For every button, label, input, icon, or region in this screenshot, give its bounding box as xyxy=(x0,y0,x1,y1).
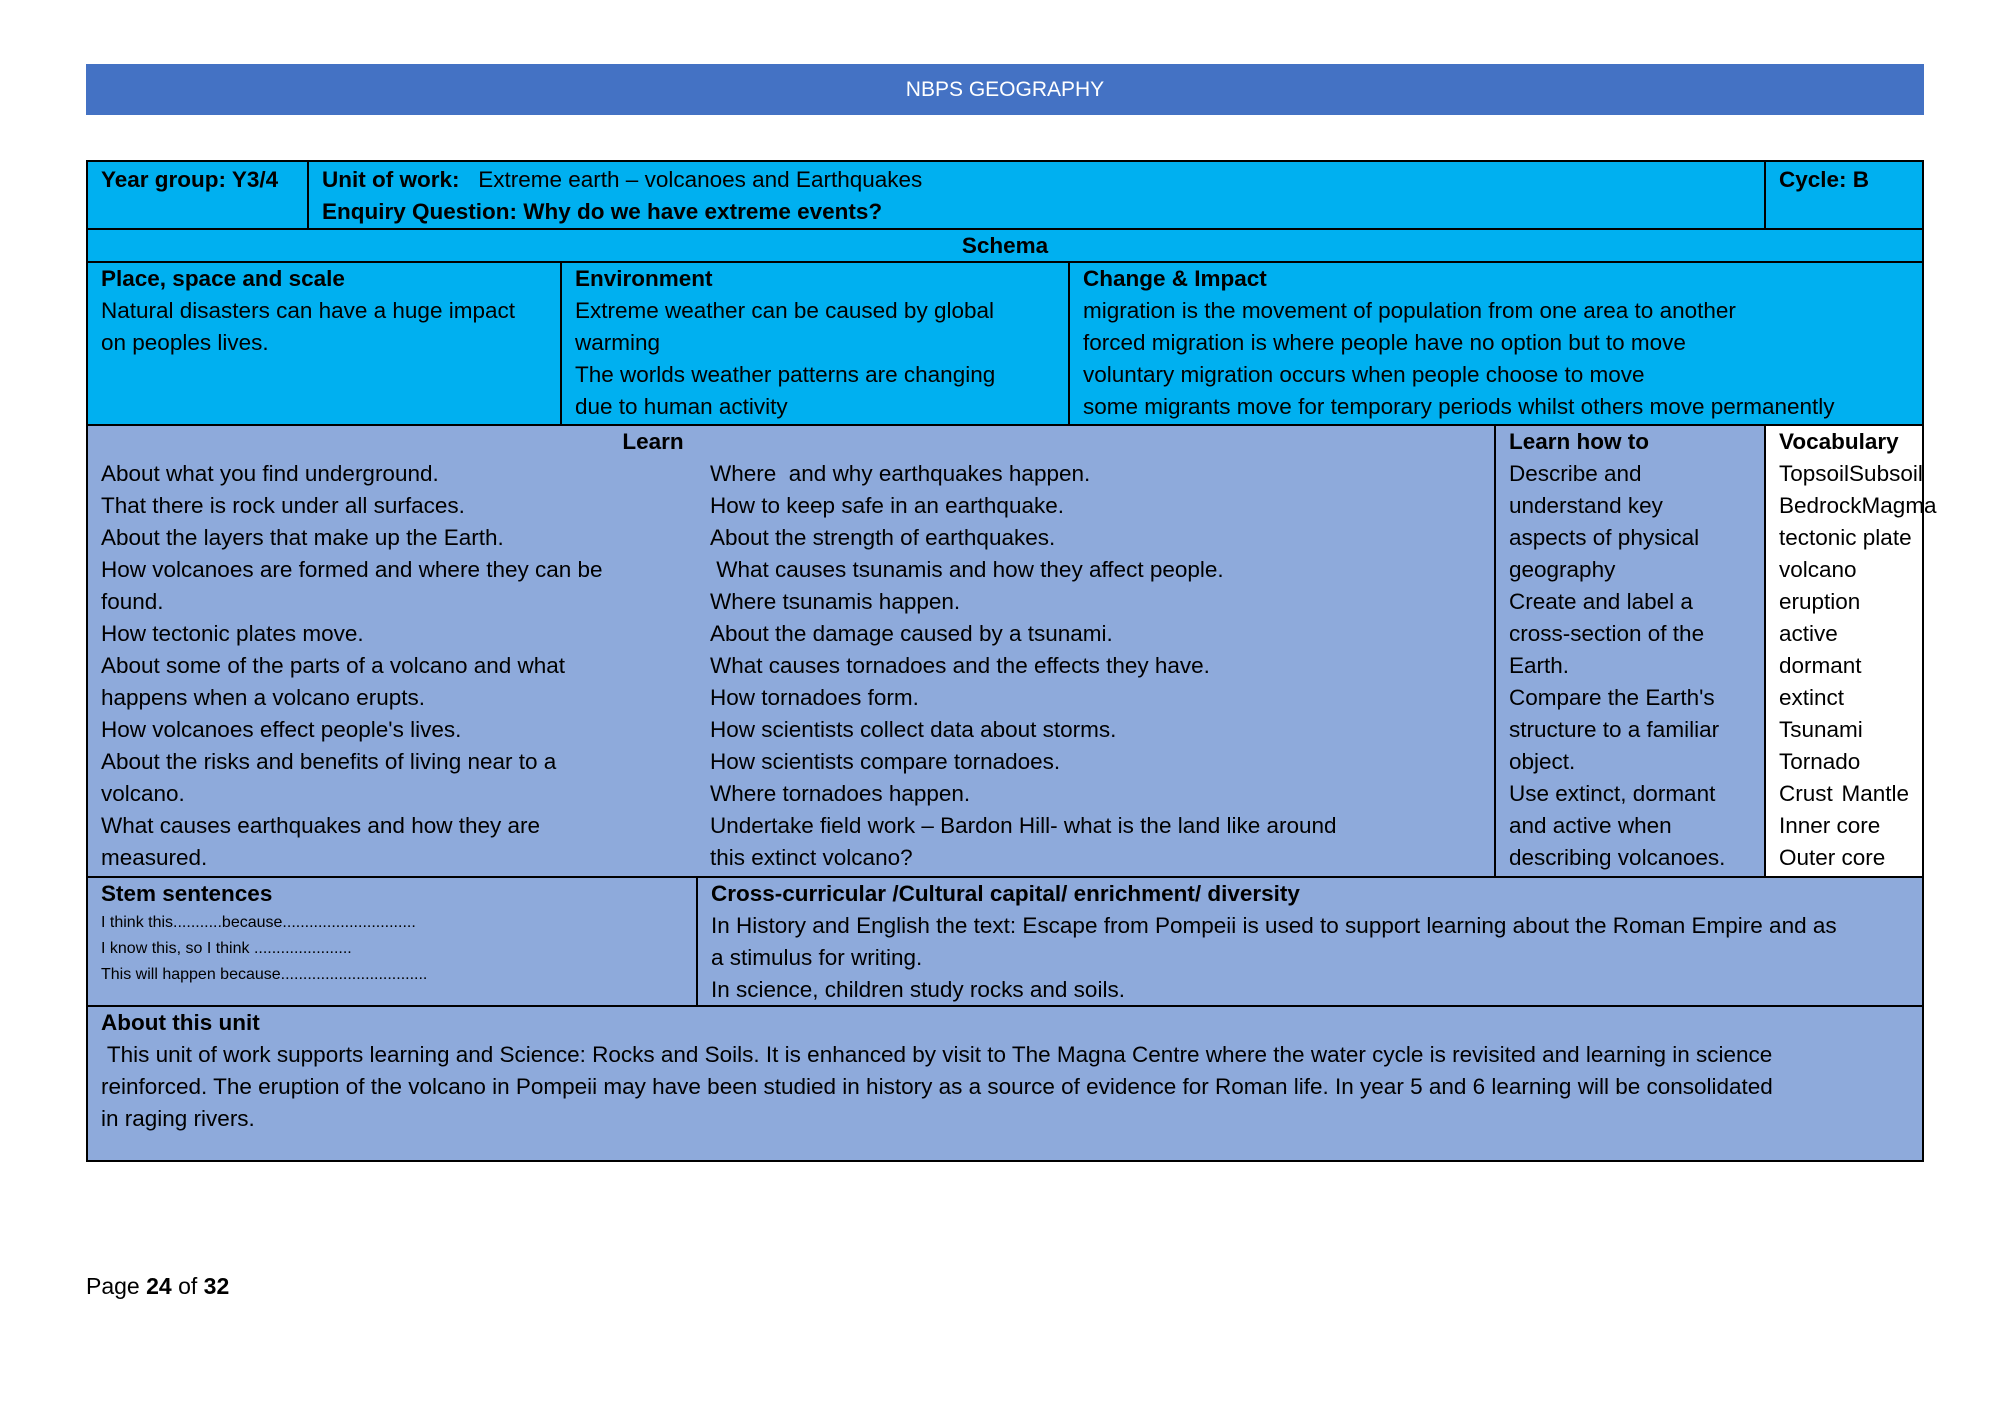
stem-heading: Stem sentences xyxy=(101,881,273,906)
learn-item: How scientists collect data about storms. xyxy=(710,717,1117,742)
learn-item: volcano. xyxy=(101,781,185,806)
change-line: forced migration is where people have no option but to move xyxy=(1083,330,1686,355)
cross-line: In History and English the text: Escape from Pompeii is used to support learning about the Roman Empire and as xyxy=(711,913,1837,938)
learn-column-1 xyxy=(101,458,691,874)
environment-line: warming xyxy=(575,330,661,355)
vocabulary-word: Outer core xyxy=(1779,845,1886,870)
learn-how-item: describing volcanoes. xyxy=(1509,845,1726,870)
vocabulary-word: Subsoil xyxy=(1849,461,1923,486)
learn-how-item: object. xyxy=(1509,749,1576,774)
learn-how-heading: Learn how to xyxy=(1509,429,1649,454)
change-line: voluntary migration occurs when people choose to move xyxy=(1083,362,1645,387)
page-current: 24 xyxy=(146,1273,172,1299)
vocabulary-word: dormant xyxy=(1779,653,1862,678)
learn-how-item: geography xyxy=(1509,557,1616,582)
unit-of-work-label: Unit of work: xyxy=(322,167,460,192)
learn-item: That there is rock under all surfaces. xyxy=(101,493,465,518)
enquiry-question: Enquiry Question: Why do we have extreme events? xyxy=(322,199,883,224)
place-space-scale-cell xyxy=(88,263,560,426)
learn-item: About some of the parts of a volcano and what xyxy=(101,653,566,678)
vocabulary-pair xyxy=(1779,490,1937,522)
vocabulary-word: Magma xyxy=(1861,493,1937,518)
learn-item: this extinct volcano? xyxy=(710,845,913,870)
learn-how-item: Create and label a xyxy=(1509,589,1693,614)
stem-cross-row xyxy=(88,876,1922,1005)
change-impact-cell xyxy=(1068,263,1922,426)
cross-curricular-cell xyxy=(696,878,1922,1005)
learn-item: About the strength of earthquakes. xyxy=(710,525,1056,550)
vocabulary-word: Topsoil xyxy=(1779,461,1850,486)
learn-how-item: Compare the Earth's xyxy=(1509,685,1715,710)
schema-title-row xyxy=(88,228,1922,261)
learn-how-item: structure to a familiar xyxy=(1509,717,1720,742)
vocabulary-cell xyxy=(1764,426,1937,876)
learn-item: found. xyxy=(101,589,164,614)
environment-line: The worlds weather patterns are changing xyxy=(575,362,996,387)
year-group-label: Year group: Y3/4 xyxy=(101,167,279,192)
vocabulary-word: Crust xyxy=(1779,781,1833,806)
cycle-cell xyxy=(1764,162,1922,228)
learn-how-item: understand key xyxy=(1509,493,1663,518)
about-line: in raging rivers. xyxy=(101,1106,255,1131)
learn-item: About what you find underground. xyxy=(101,461,439,486)
learn-item: What causes tsunamis and how they affect people. xyxy=(710,557,1224,582)
vocabulary-word: Mantle xyxy=(1841,781,1909,806)
page-of: of xyxy=(178,1273,198,1299)
environment-line: due to human activity xyxy=(575,394,788,419)
unit-of-work-value: Extreme earth – volcanoes and Earthquakes xyxy=(478,167,923,192)
vocabulary-word: Inner core xyxy=(1779,813,1881,838)
stem-sentences-cell xyxy=(88,878,696,1005)
learn-item: How to keep safe in an earthquake. xyxy=(710,493,1064,518)
learn-how-item: aspects of physical xyxy=(1509,525,1700,550)
place-line: on peoples lives. xyxy=(101,330,269,355)
vocabulary-word: volcano xyxy=(1779,557,1857,582)
schema-title: Schema xyxy=(961,233,1049,258)
unit-plan-table xyxy=(86,160,1937,1162)
change-line: migration is the movement of population from one area to another xyxy=(1083,298,1736,323)
about-row xyxy=(88,1005,1922,1160)
learn-how-item: Describe and xyxy=(1509,461,1642,486)
learn-item: measured. xyxy=(101,845,208,870)
learn-heading: Learn xyxy=(622,429,684,454)
learn-item: About the layers that make up the Earth. xyxy=(101,525,504,550)
about-line: reinforced. The eruption of the volcano in Pompeii may have been studied in history as a source of evidence for Roman life. In year 5 and 6 learning will be consolidated xyxy=(101,1074,1773,1099)
learn-how-item: Use extinct, dormant xyxy=(1509,781,1716,806)
learn-item: How tectonic plates move. xyxy=(101,621,364,646)
environment-cell xyxy=(560,263,1068,426)
about-heading: About this unit xyxy=(101,1010,260,1035)
cross-line: a stimulus for writing. xyxy=(711,945,923,970)
learn-item: Where tornadoes happen. xyxy=(710,781,971,806)
page-prefix: Page xyxy=(86,1273,140,1299)
cross-heading: Cross-curricular /Cultural capital/ enrichment/ diversity xyxy=(711,881,1300,906)
learn-item: How tornadoes form. xyxy=(710,685,919,710)
vocabulary-heading: Vocabulary xyxy=(1779,429,1899,454)
vocabulary-word: extinct xyxy=(1779,685,1845,710)
vocabulary-pair xyxy=(1779,458,1923,490)
learn-column-2 xyxy=(710,458,1490,874)
document-header-title: NBPS GEOGRAPHY xyxy=(905,77,1105,101)
year-group-cell xyxy=(88,162,307,228)
learn-how-item: and active when xyxy=(1509,813,1672,838)
change-heading: Change & Impact xyxy=(1083,266,1267,291)
place-line: Natural disasters can have a huge impact xyxy=(101,298,515,323)
stem-sentence: I know this, so I think ...................... xyxy=(101,940,352,957)
vocabulary-pair xyxy=(1779,778,1909,810)
change-line: some migrants move for temporary periods whilst others move permanently xyxy=(1083,394,1835,419)
environment-heading: Environment xyxy=(575,266,713,291)
schema-row xyxy=(88,261,1922,424)
learn-row xyxy=(88,424,1937,876)
learn-item: What causes earthquakes and how they are xyxy=(101,813,541,838)
learn-item: Undertake field work – Bardon Hill- what is the land like around xyxy=(710,813,1337,838)
unit-of-work-cell xyxy=(307,162,1764,228)
learn-how-to-cell xyxy=(1494,426,1764,876)
learn-item: happens when a volcano erupts. xyxy=(101,685,425,710)
learn-how-item: Earth. xyxy=(1509,653,1570,678)
learn-how-item: cross-section of the xyxy=(1509,621,1705,646)
learn-cell xyxy=(88,426,1494,876)
learn-item: About the damage caused by a tsunami. xyxy=(710,621,1113,646)
place-heading: Place, space and scale xyxy=(101,266,345,291)
vocabulary-word: Tornado xyxy=(1779,749,1861,774)
vocabulary-word: eruption xyxy=(1779,589,1861,614)
learn-item: How volcanoes effect people's lives. xyxy=(101,717,462,742)
cross-line: In science, children study rocks and soils. xyxy=(711,977,1125,1002)
learn-item: What causes tornadoes and the effects they have. xyxy=(710,653,1210,678)
learn-item: Where tsunamis happen. xyxy=(710,589,961,614)
about-line: This unit of work supports learning and Science: Rocks and Soils. It is enhanced by visit to The Magna Centre where the water cycle is revisited and learning in science xyxy=(101,1042,1773,1067)
cycle-label: Cycle: B xyxy=(1779,167,1870,192)
vocabulary-word: active xyxy=(1779,621,1838,646)
vocabulary-word: Tsunami xyxy=(1779,717,1863,742)
learn-item: How volcanoes are formed and where they can be xyxy=(101,557,603,582)
document-header-bar xyxy=(86,64,1924,115)
vocabulary-word: tectonic plate xyxy=(1779,525,1912,550)
page-number xyxy=(86,1273,229,1300)
environment-line: Extreme weather can be caused by global xyxy=(575,298,994,323)
stem-sentence: This will happen because................................. xyxy=(101,966,428,983)
about-unit-cell xyxy=(88,1007,1922,1162)
learn-item: How scientists compare tornadoes. xyxy=(710,749,1061,774)
unit-info-row xyxy=(88,162,1922,228)
stem-sentence: I think this...........because.............................. xyxy=(101,914,416,931)
vocabulary-word: Bedrock xyxy=(1779,493,1862,518)
learn-item: About the risks and benefits of living near to a xyxy=(101,749,557,774)
learn-item: Where and why earthquakes happen. xyxy=(710,461,1091,486)
page-total: 32 xyxy=(203,1273,230,1299)
